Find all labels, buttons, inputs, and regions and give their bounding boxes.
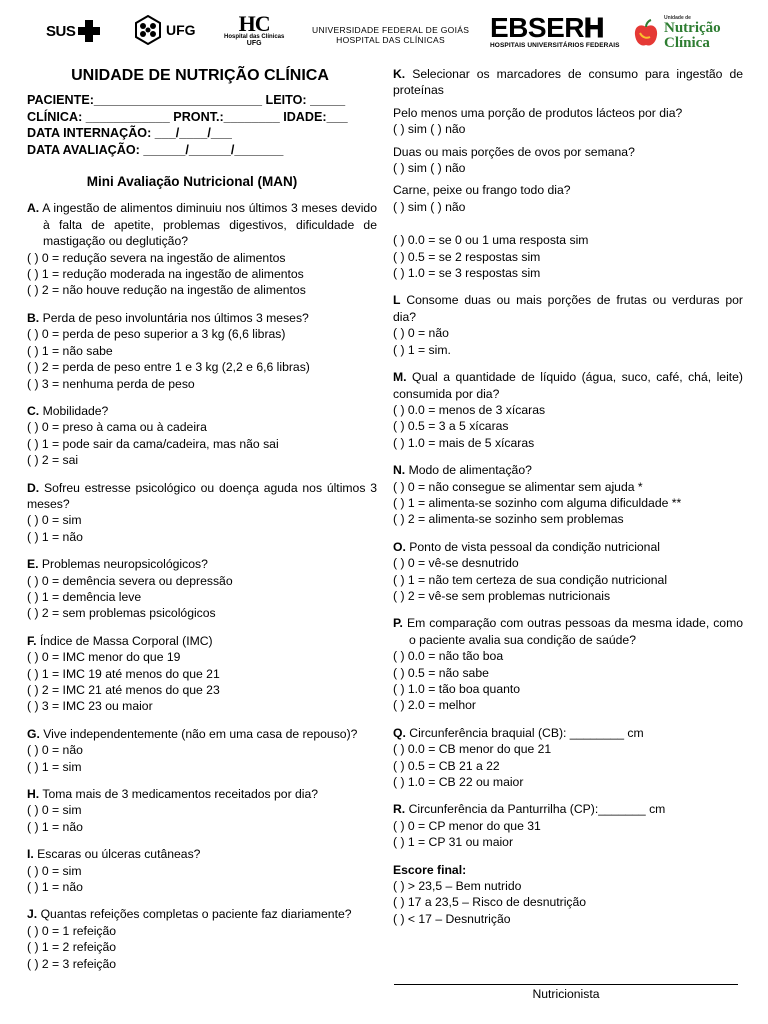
question-a [27,200,377,298]
unc-tiny: Unidade de [664,15,691,21]
option[interactable]: ( ) 0 = não [27,743,83,758]
question-text: K. Selecionar os marcadores de consumo para ingestão de proteínas [393,67,743,98]
option[interactable]: ( ) 0.0 = CB menor do que 21 [393,742,552,757]
option[interactable]: ( ) 3 = IMC 23 ou maior [27,699,153,714]
question-text: Q. Circunferência braquial (CB): ________ cm [393,725,644,740]
nutricao-clinica-text [664,16,721,51]
option[interactable]: ( ) 1.0 = CB 22 ou maior [393,775,524,790]
option[interactable]: ( ) 0.0 = não tão boa [393,649,504,664]
question-p [393,615,743,713]
option[interactable]: ( ) 0 = CP menor do que 31 [393,818,541,833]
signature-line [394,984,738,1001]
option[interactable]: ( ) 1 = não tem certeza de sua condição nutricional [393,572,668,587]
option[interactable]: ( ) 2 = sai [27,453,79,468]
option[interactable]: ( ) sim ( ) não [393,122,466,137]
hc-big: HC [238,11,270,36]
hc-logo [224,11,285,47]
option[interactable]: ( ) sim ( ) não [393,199,466,214]
option[interactable]: ( ) > 23,5 – Bem nutrido [393,879,522,894]
question-text: O. Ponto de vista pessoal da condição nutricional [393,539,660,554]
option[interactable]: ( ) 1 = IMC 19 até menos do que 21 [27,666,220,681]
option[interactable]: ( ) sim ( ) não [393,161,466,176]
option[interactable]: ( ) 1 = não sabe [27,343,113,358]
option[interactable]: ( ) 1 = demência leve [27,589,142,604]
sus-text: SUS [46,22,76,40]
cross-icon [78,20,100,42]
question-b [27,310,377,392]
university-name [312,25,469,45]
question-e [27,556,377,622]
question-k [393,66,743,281]
question-text: E. Problemas neuropsicológicos? [27,557,208,572]
hc-sub1: Hospital das Clínicas [224,34,285,40]
unc-line1: Nutrição [664,20,721,36]
signature-label: Nutricionista [532,987,600,1001]
question-text: B. Perda de peso involuntária nos últimos 3 meses? [27,310,309,325]
question-text: D. Sofreu estresse psicológico ou doença aguda nos últimos 3 meses? [27,480,377,511]
hc-sub2: UFG [246,40,262,47]
question-text: C. Mobilidade? [27,403,109,418]
option[interactable]: ( ) 0.5 = não sabe [393,665,489,680]
option[interactable]: ( ) 1.0 = se 3 respostas sim [393,266,541,281]
univ-line2: HOSPITAL DAS CLÍNICAS [336,35,445,45]
question-text: J. Quantas refeições completas o paciente faz diariamente? [27,907,352,922]
question-text: N. Modo de alimentação? [393,463,532,478]
question-text: R. Circunferência da Panturrilha (CP):_______ cm [393,802,666,817]
left-column [27,66,377,972]
question-m [393,369,743,451]
option[interactable]: ( ) 0 = sim [27,863,82,878]
option[interactable]: ( ) 1 = não [27,529,83,544]
option[interactable]: ( ) 0 = não [393,326,449,341]
apple-icon [632,19,660,49]
question-q [393,725,743,791]
question-text: I. Escaras ou úlceras cutâneas? [27,847,201,862]
option[interactable]: ( ) 2 = sem problemas psicológicos [27,606,216,621]
option[interactable]: ( ) 1 = redução moderada na ingestão de alimentos [27,267,304,282]
ebserh-big [490,14,604,42]
option[interactable]: ( ) 2 = 3 refeição [27,956,117,971]
option[interactable]: ( ) 2.0 = melhor [393,698,476,713]
question-i [27,846,377,895]
option[interactable]: ( ) 2 = não houve redução na ingestão de alimentos [27,283,306,298]
page-title: UNIDADE DE NUTRIÇÃO CLÍNICA [71,67,329,84]
option[interactable]: ( ) 0 = preso à cama ou à cadeira [27,420,207,435]
univ-line1: UNIVERSIDADE FEDERAL DE GOIÁS [312,25,470,35]
option[interactable]: ( ) 2 = vê-se sem problemas nutricionais [393,588,611,603]
option[interactable]: ( ) 0 = sim [27,803,82,818]
option[interactable]: ( ) 1 = sim [27,759,82,774]
question-text: P. Em comparação com outras pessoas da mesma idade, como o paciente avalia sua condição de saúde? [393,616,744,647]
option[interactable]: ( ) 1 = não [27,880,83,895]
ebserh-logo [490,14,620,49]
question-text: H. Toma mais de 3 medicamentos receitados por dia? [27,787,319,802]
nutricao-clinica-logo [632,16,721,51]
question-h [27,786,377,835]
avaliacao-field[interactable]: DATA AVALIAÇÃO: ______/______/_______ [27,142,284,157]
question-j [27,906,377,972]
option[interactable]: ( ) 0 = sim [27,513,82,528]
option[interactable]: ( ) 0.0 = menos de 3 xícaras [393,402,546,417]
question-text: G. Vive independentemente (não em uma casa de repouso)? [27,726,358,741]
question-c [27,403,377,469]
question-r [393,801,743,850]
option[interactable]: ( ) 1.0 = tão boa quanto [393,682,521,696]
option[interactable]: ( ) 1 = 2 refeição [27,940,117,955]
question-f [27,633,377,715]
sub-question: Carne, peixe ou frango todo dia? [393,183,571,198]
unc-line2: Clínica [664,35,710,51]
sus-logo [46,20,100,42]
question-l [393,292,743,358]
option[interactable]: ( ) 1.0 = mais de 5 xícaras [393,435,535,450]
question-d [27,480,377,546]
question-text: F. Índice de Massa Corporal (IMC) [27,633,213,648]
option[interactable]: ( ) 0 = 1 refeição [27,923,117,938]
option[interactable]: ( ) 17 a 23,5 – Risco de desnutrição [393,895,587,910]
score-title: Escore final: [393,862,467,877]
option[interactable]: ( ) 1 = CP 31 ou maior [393,835,514,850]
option[interactable]: ( ) < 17 – Desnutrição [393,911,511,926]
ufg-text: UFG [166,22,196,38]
option[interactable]: ( ) 0 = IMC menor do que 19 [27,650,181,665]
option[interactable]: ( ) 1 = não [27,819,83,834]
option[interactable]: ( ) 2 = alimenta-se sozinho sem problemas [393,512,624,527]
option[interactable]: ( ) 3 = nenhuma perda de peso [27,376,195,391]
question-text: A. A ingestão de alimentos diminuiu nos últimos 3 meses devido à falta de apetite, problemas digestivos, dificuldade de mastigação ou deglutição? [27,201,377,249]
option[interactable]: ( ) 1 = sim. [393,342,451,357]
sub-question: Duas ou mais porções de ovos por semana? [393,144,635,159]
right-column [393,66,743,927]
option[interactable]: ( ) 0.5 = CB 21 a 22 [393,758,500,773]
option[interactable]: ( ) 1 = pode sair da cama/cadeira, mas não sai [27,436,279,451]
option[interactable]: ( ) 0.5 = se 2 respostas sim [393,249,541,264]
ebserh-text: EBSER [490,12,584,43]
option[interactable]: ( ) 0 = redução severa na ingestão de alimentos [27,250,286,265]
option[interactable]: ( ) 0 = demência severa ou depressão [27,573,233,588]
internacao-field[interactable]: DATA INTERNAÇÃO: ___/____/___ [27,126,232,141]
question-g [27,726,377,775]
question-text: M. Qual a quantidade de líquido (água, suco, café, chá, leite) consumida por dia? [393,370,743,401]
form-subtitle: Mini Avaliação Nutricional (MAN) [86,174,298,190]
ufg-logo [134,15,196,45]
ufg-hexagon-icon [134,15,162,45]
header [0,0,768,62]
question-text: L Consome duas ou mais porções de frutas ou verduras por dia? [393,293,743,324]
option[interactable]: ( ) 0 = vê-se desnutrido [393,556,519,571]
ebserh-h: H [583,12,604,43]
question-n [393,462,743,528]
clinica-field[interactable]: CLÍNICA: ____________ PRONT.:________ IDADE:___ [27,109,348,124]
option[interactable]: ( ) 0.5 = 3 a 5 xícaras [393,419,509,434]
option[interactable]: ( ) 1 = alimenta-se sozinho com alguma dificuldade ** [393,495,682,510]
option[interactable]: ( ) 0.0 = se 0 ou 1 uma resposta sim [393,233,589,248]
option[interactable]: ( ) 2 = IMC 21 até menos do que 23 [27,683,220,697]
paciente-field[interactable]: PACIENTE:________________________ LEITO: _____ [27,93,346,108]
question-o [393,539,743,605]
final-score [393,862,743,928]
option[interactable]: ( ) 0 = perda de peso superior a 3 kg (6,6 libras) [27,327,286,342]
ebserh-sub: HOSPITAIS UNIVERSITÁRIOS FEDERAIS [490,42,620,49]
option[interactable]: ( ) 2 = perda de peso entre 1 e 3 kg (2,2 e 6,6 libras) [27,360,310,375]
option[interactable]: ( ) 0 = não consegue se alimentar sem ajuda * [393,479,643,494]
sub-question: Pelo menos uma porção de produtos lácteos por dia? [393,105,683,120]
